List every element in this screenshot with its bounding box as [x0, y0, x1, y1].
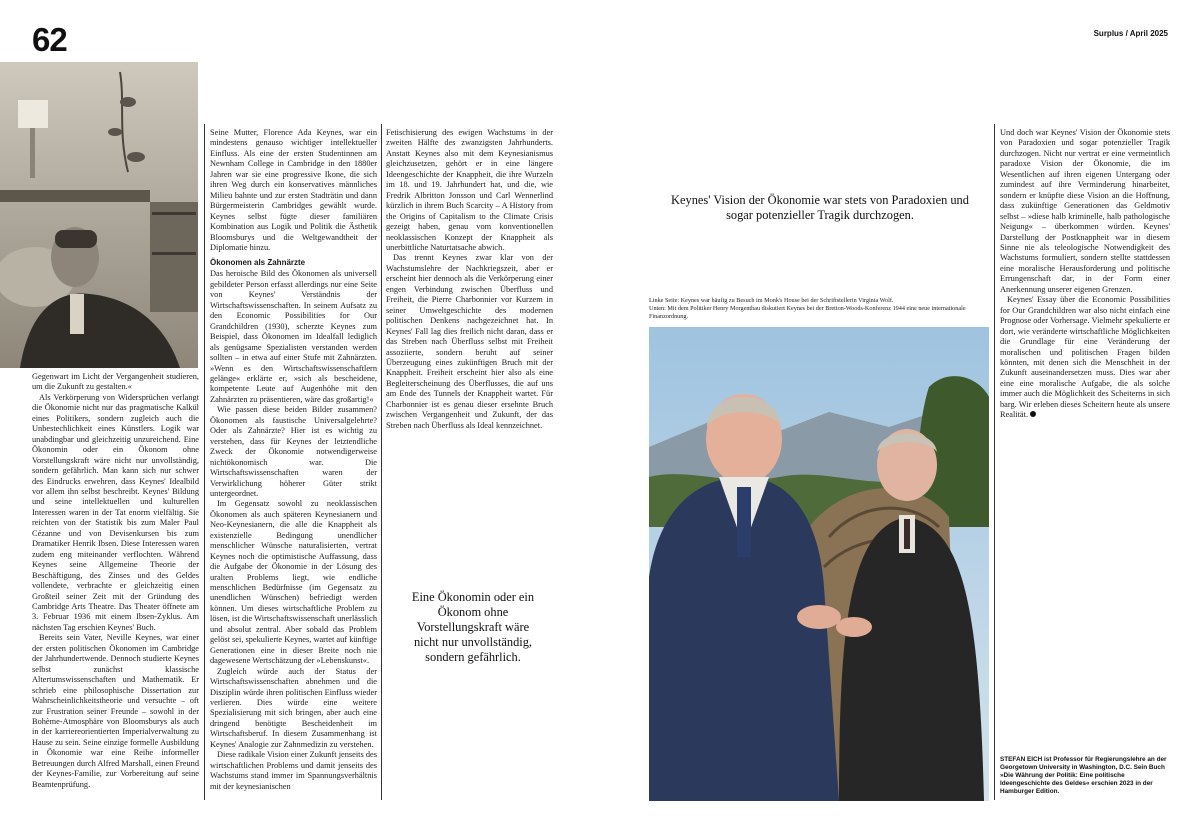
paragraph: Das trennt Keynes zwar klar von der Wachstumslehre der Nachkriegszeit, aber er erscheint hier dennoch als die Verkörperung einer engen Verbindung zwischen Überfluss und Freiheit, die Pierre Charbonnier vor Kurzem in seiner Umweltgeschichte des modernen politischen Denkens nachgezeichnet hat. In Keynes' Fall lag dies freilich nicht daran, dass er das Streben nach Überfluss selbst mit Freiheit assoziierte, sondern beruht auf seiner Überzeugung eines zukünftigen Bruch mit der Knappheit. Freiheit erscheint hier also als eine Begleiterscheinung des Überflusses, die auf uns am Ende des Tunnels der Knappheit wartet. Für Charbonnier ist es genau dieser ersehnte Bruch zwischen Vergangenheit und Zukunft, der das Streben nach Überfluss als Ideal kennzeichnet. — [386, 253, 553, 430]
column-divider — [381, 124, 382, 800]
article-column-1 — [32, 372, 199, 802]
paragraph: Und doch war Keynes' Vision der Ökonomie stets von Paradoxien und sogar potenzieller Tragik durchzogen. Nicht nur vertrat er eine vermeintlich paradoxe Vision der Ökonomie, die im Wesentlichen auf ihren eigenen Untergang oder zumindest auf ihre Verminderung hinarbeitet, sondern er knüpfte diese Vision an die Hoffnung, dass zukünftige Generationen das Geldmotiv selbst – »diese halb kriminelle, halb pathologische Neigung« – überkommen würden. Keynes' Darstellung der Postknappheit war in diesem Sinne nie als teleologische Notwendigkeit des Wachstums formuliert, sondern stellte stattdessen eine moralische Herausforderung und politische Errungenschaft dar, in der Form einer Anerkennung unserer eigenen Grenzen. — [1000, 128, 1170, 294]
pull-quote-left: Eine Ökonomin oder ein Ökonom ohne Vorstellungskraft wäre nicht nur unvollständig, sondern gefährlich. — [411, 590, 535, 664]
paragraph: Gegenwart im Licht der Vergangenheit studieren, um die Zukunft zu gestalten.« — [32, 372, 199, 392]
photo-keynes-morgenthau — [649, 327, 989, 801]
page-number: 62 — [32, 21, 67, 58]
column-divider — [994, 124, 995, 800]
caption-line-2: Unten: Mit dem Politiker Henry Morgenthau diskutiert Keynes bei der Bretton-Woods-Konferenz 1944 eine neue internationale Finanzordnung. — [649, 305, 966, 320]
photo-keynes-morgenthau-image — [649, 327, 989, 801]
paragraph: Zugleich würde auch der Status der Wirtschaftswissenschaften abnehmen und die Disziplin würde ihren politischen Einfluss wieder verlieren. Dies würde eine weitere Spezialisierung mit sich bringen, aber auch eine dringend benötigte Bescheidenheit im Wirtschaftsberuf. In diesem Zusammenhang ist Keynes' Analogie zur Zahnmedizin zu verstehen. — [210, 666, 377, 749]
article-column-3 — [386, 128, 553, 440]
paragraph: Bereits sein Vater, Neville Keynes, war einer der ersten politischen Ökonomen im Cambridge der Jahrhundertwende. Dennoch studierte Keynes selbst zunächst klassische Altertumswissenschaften und Mathematik. Er schrieb eine philosophische Dissertation zur Wahrscheinlichkeitstheorie und versuchte – oft zur Frustration seiner Freunde – sowohl in der Bohème-Atmosphäre von Bloomsburys als auch in der karriereorientierten Imperialverwaltung zu Hause zu sein. Seine einzige formelle Ausbildung in Ökonomie war eine Reihe informeller Betreuungen durch Alfred Marshall, einen Freund der Keynes-Familie, zur Vorbereitung auf seine Beamtenprüfung. — [32, 633, 199, 789]
paragraph: Keynes' Essay über die Economic Possibilities for Our Grandchildren war also nicht einfach eine Prognose oder Vorhersage. Vielmehr spekulierte er dort, wie veränderte wirtschaftliche Möglichkeiten die Grundlage für eine Veränderung der moralischen und politischen Fragen bilden könnten, mit denen sich die Menschheit in der Zukunft auseinandersetzen muss. Dies war aber eine eine moralische Aufgabe, die als solche immer auch die Möglichkeit des Scheiterns in sich barg. Wir erleben dieses Scheitern heute als unsere Realität. — [1000, 295, 1170, 420]
pull-quote-right: Keynes' Vision der Ökonomie war stets von Paradoxien und sogar potenzieller Tragik durchzogen. — [671, 193, 969, 222]
paragraph: Seine Mutter, Florence Ada Keynes, war ein mindestens genauso wichtiger intellektueller Einfluss. Als eine der ersten Studentinnen am Newnham College in Cambridge in den 1880er Jahren war sie eine progressive Ikone, die sich ihren Weg durch ein konservatives männliches Milieu bahnte und zur ersten Stadträtin und dann Bürgermeisterin Cambridges gewählt wurde. Keynes selbst fügte dieser familiären Kombination aus Logik und Politik die Ästhetik Bloomsburys und die Weltgewandtheit der Diplomatie hinzu. — [210, 128, 377, 252]
publication-label: Surplus / April 2025 — [1093, 29, 1168, 38]
paragraph: Fetischisierung des ewigen Wachstums in der zweiten Hälfte des zwanzigsten Jahrhunderts. Anstatt Keynes also mit dem Keynesianismus gleichzusetzen, gehört er in eine längere Ideengeschichte der Knappheit, die ihre Wurzeln im 18. und 19. Jahrhundert hat, und die, wie Fredrik Albritton Jonsson und Carl Wennerlind kürzlich in ihrem Buch Scarcity – A History from the Origins of Capitalism to the Climate Crisis gezeigt haben, genau vom konventionellen neoklassischen Konzept der Knappheit als unerbittliche Naturtatsache abwich. — [386, 128, 553, 252]
section-subheading: Ökonomen als Zahnärzte — [210, 258, 306, 268]
paragraph: Im Gegensatz sowohl zu neoklassischen Ökonomen als auch späteren Keynesianern und Neo-Keynesianern, die alle die Knappheit als existenzielle Bedingung unendlicher menschlicher Wünsche naturalisierten, vertrat Keynes noch die optimistische Auffassung, dass die Aufgabe der Ökonomie in der Lösung des uralten Problems liegt, wie endliche menschlichen Bedürfnisse (im Gegensatz zu unendlichen Wünschen) befriedigt werden können. Um dieses wirtschaftliche Problem zu lösen, ist die Wirtschaftswissenschaft unerlässlich und absolut zentral. Aber sobald das Problem gelöst sei, spekulierte Keynes, wartet auf künftige Generationen eine in dieser Breite noch nie dagewesene Wertschätzung der »Lebenskunst«. — [210, 499, 377, 666]
paragraph: Wie passen diese beiden Bilder zusammen? Ökonomen als faustische Universalgelehrte? Oder als Zahnärzte? Hier ist es wichtig zu verstehen, dass für Keynes der letztendliche Zweck der Ökonomie notwendigerweise nichtökonomisch war. Die Wirtschaftswissenschaften waren der Verwirklichung höherer Güter strikt untergeordnet. — [210, 405, 377, 498]
end-of-article-mark — [1030, 411, 1036, 417]
column-divider — [204, 124, 205, 800]
paragraph: Das heroische Bild des Ökonomen als universell gebildeter Person erfasst allerdings nur eine Seite von Keynes' Verständnis der Wirtschaftswissenschaften. In seinem Aufsatz zu den Economic Possibilities for Our Grandchildren (1930), scherzte Keynes zum Beispiel, dass Ökonomen im Idealfall lediglich als genügsame Spezialisten verstanden werden sollten – in etwa auf einer Stufe mit Zahnärzten. »Wenn es den Wirtschaftswissenschaftlern gelänge« erklärte er, »sich als bescheidene, kompetente Leute auf Augenhöhe mit den Zahnärzten zu präsentieren, wäre das großartig!« — [210, 269, 377, 404]
photo-keynes-seated — [0, 62, 198, 368]
caption-line-1: Linke Seite: Keynes war häufig zu Besuch im Monk's House bei der Schriftstellerin Virginia Wolf. — [649, 297, 894, 304]
article-column-4 — [1000, 128, 1170, 440]
paragraph-with-endmark — [1000, 295, 1170, 420]
paragraph: Diese radikale Vision einer Zukunft jenseits des wirtschaftlichen Problems und damit jenseits des Wachstums stand immer im Spannungsverhältnis mit der keynesianischen — [210, 750, 377, 791]
photo-caption — [649, 297, 989, 321]
paragraph: Als Verkörperung von Widersprüchen verlangt die Ökonomie nicht nur das pragmatische Kalkül eines Politikers, sondern zugleich auch die Unbestechlichkeit eines Künstlers. Logik war unabdingbar und gleichzeitig unzureichend. Eine Ökonomin oder ein Ökonom ohne Vorstellungskraft wäre nicht nur unvollständig, sondern gefährlich. Man kann sich nur schwer des Eindrucks erwehren, dass Keynes' Idealbild vor allem ihn selbst beschreibt. Keynes' Bildung und seine intellektuellen und kulturellen Interessen waren in der Tat enorm vielfältig. Sie reichten von der Statistik bis zum Maler Paul Cézanne und von Devisenkursen bis zum Dramatiker Henrik Ibsen. Diese Interessen waren zudem eng miteinander verflochten. Während Keynes seine Allgemeine Theorie der Beschäftigung, des Zinses und des Geldes vollendete, verbrachte er gleichzeitig einen Großteil seiner Zeit mit der Gründung des Cambridge Arts Theatre. Das Theater öffnete am 3. Februar 1936 mit einem Ibsen-Zyklus. Am nächsten Tag erschien Keynes' Buch. — [32, 392, 199, 632]
author-bio: STEFAN EICH ist Professor für Regierungslehre an der Georgetown University in Washington, D.C. Sein Buch »Die Währung der Politik: Eine politische Ideengeschichte des Geldes« erschien 2023 in der Hamburger Edition. — [1000, 756, 1167, 795]
article-column-2 — [210, 128, 377, 802]
photo-keynes-seated-image — [0, 62, 198, 368]
